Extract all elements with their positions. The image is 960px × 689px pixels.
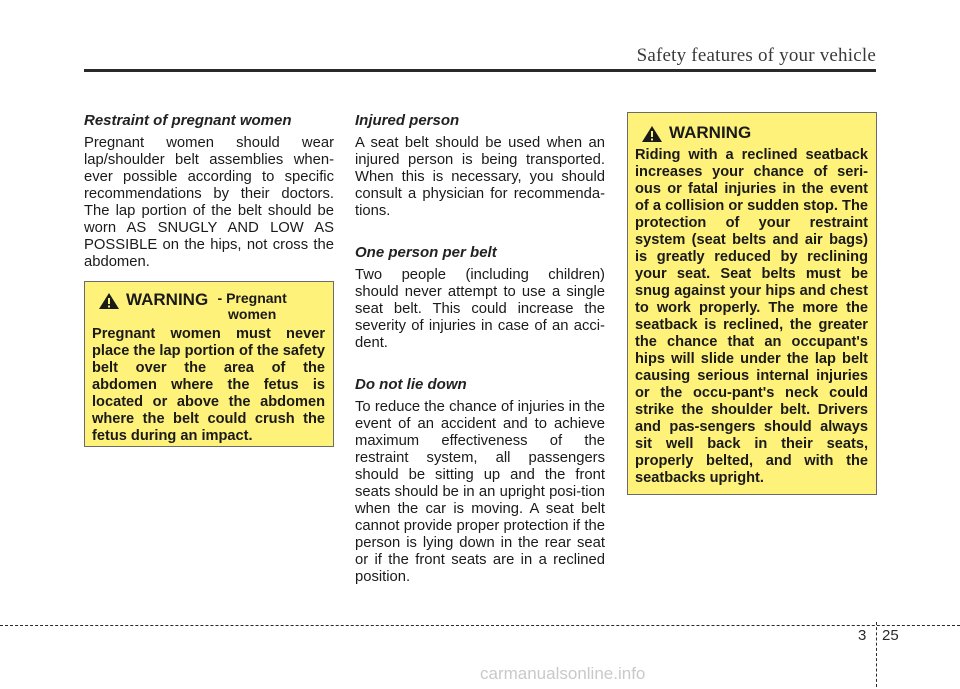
warning-subtitle: - Pregnant women [217, 290, 287, 322]
left-column [84, 112, 334, 281]
watermark: carmanualsonline.info [480, 664, 646, 683]
warning-title: WARNING [669, 123, 752, 142]
warning-header [635, 123, 868, 143]
injured-heading: Injured person [355, 112, 460, 129]
warning-title: WARNING [126, 290, 209, 309]
header-rule [84, 69, 876, 72]
page-number: 25 [882, 627, 899, 644]
pregnant-paragraph: Pregnant women should wear lap/shoulder belt assemblies when-ever possible according to specific recommendations by their doctors. The lap portion of the belt should be worn AS SNUGLY AND LOW AS POSSIBLE on the hips, not cross the abdomen. [84, 135, 334, 270]
warning-icon [641, 125, 663, 143]
lie-down-heading: Do not lie down [355, 376, 467, 393]
one-person-paragraph: Two people (including children) should never attempt to use a single seat belt. This could increase the severity of injuries in case of an acci-dent. [355, 267, 605, 351]
warning-icon [98, 292, 120, 310]
warning-box-pregnant [84, 281, 334, 447]
middle-column [355, 112, 605, 596]
warning-text: Pregnant women must never place the lap portion of the safety belt over the area of the abdomen where the fetus is located or above the abdomen where the belt could crush the fetus during an impact. [92, 326, 325, 444]
section-title: Safety features of your vehicle [636, 45, 876, 66]
warning-box-reclined [627, 112, 877, 495]
page-number-separator [876, 622, 877, 687]
footer-rule [0, 625, 960, 626]
one-person-heading: One person per belt [355, 244, 497, 261]
lie-down-paragraph: To reduce the chance of injuries in the event of an accident and to achieve maximum effectiveness of the restraint system, all passengers should be sitting up and the front seats should be in an upright posi-tion when the car is moving. A seat belt cannot provide proper protection if the person is lying down in the rear seat or if the front seats are in a reclined position. [355, 399, 605, 585]
warning-text: Riding with a reclined seatback increases your chance of seri-ous or fatal injuries in the event of a collision or sudden stop. The protection of your restraint system (seat belts and air bags) is greatly reduced by reclining your seat. Seat belts must be snug against your hips and chest to work properly. The more the seatback is reclined, the greater the chance that an occupant's hips will slide under the lap belt causing serious internal injuries or the occu-pant's neck could strike the shoulder belt. Drivers and pas-sengers should always sit well back in their seats, properly belted, and with the seatbacks upright. [635, 147, 868, 486]
warning-header [92, 290, 325, 322]
pregnant-heading: Restraint of pregnant women [84, 112, 292, 129]
injured-paragraph: A seat belt should be used when an injured person is being transported. When this is necessary, you should consult a physician for recommenda-tions. [355, 135, 605, 219]
chapter-number: 3 [858, 627, 867, 644]
